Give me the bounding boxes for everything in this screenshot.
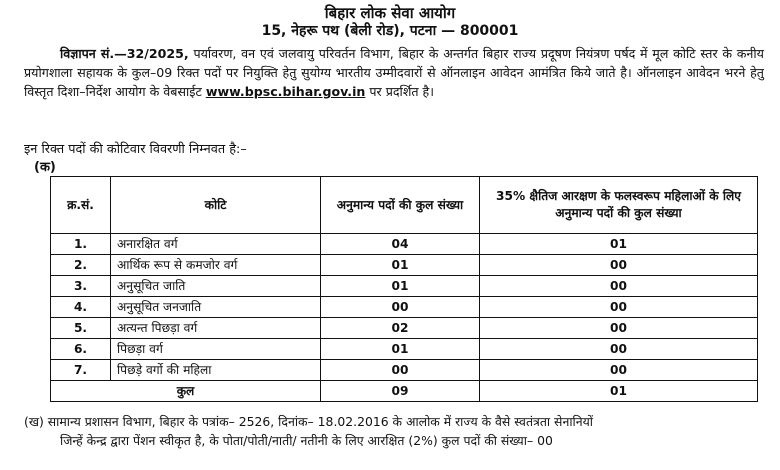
row-category: अनारक्षित वर्ग xyxy=(111,234,321,255)
row-sn: 5. xyxy=(51,318,111,339)
row-posts: 01 xyxy=(321,339,480,360)
table-row xyxy=(51,234,758,255)
row-women-posts: 00 xyxy=(480,339,758,360)
commission-name: बिहार लोक सेवा आयोग xyxy=(324,4,456,22)
category-intro-line: इन रिक्त पदों की कोटिवार विवरणी निम्नवत है:– xyxy=(24,142,247,157)
table-row xyxy=(51,255,758,276)
table-row xyxy=(51,318,758,339)
row-category: आर्थिक रूप से कमजोर वर्ग xyxy=(111,255,321,276)
advertisement-text: पर्यावरण, वन एवं जलवायु परिवर्तन विभाग, बिहार के अन्तर्गत बिहार राज्य प्रदूषण नियंत्रण पर्षद में मूल कोटि स्तर के कनीय प्रयोगशाला सहायक के कुल–09 रिक्त पदों पर नियुक्ति हेतु सुयोग्य भारतीय उम्मीदवारों से ऑनलाइन आवेदन आमंत्रित किये जाते है। ऑनलाइन आवेदन भरने हेतु विस्तृत दिशा–निर्देश आयोग के वेबसाईट xyxy=(24,46,764,99)
row-sn: 7. xyxy=(51,360,111,381)
advertisement-text-end: पर प्रदर्शित है। xyxy=(365,84,435,99)
row-category: अनुसूचित जाति xyxy=(111,276,321,297)
row-women-posts: 00 xyxy=(480,360,758,381)
row-women-posts: 00 xyxy=(480,297,758,318)
total-posts: 09 xyxy=(321,381,480,402)
row-women-posts: 00 xyxy=(480,276,758,297)
footer-line-1: (ख) सामान्य प्रशासन विभाग, बिहार के पत्रांक– 2526, दिनांक– 18.02.2016 के आलोक में राज्य के वैसे स्वतंत्रता सेनानियों xyxy=(24,414,594,429)
row-sn: 2. xyxy=(51,255,111,276)
table-row xyxy=(51,297,758,318)
row-posts: 00 xyxy=(321,297,480,318)
advertisement-paragraph xyxy=(24,44,764,101)
row-sn: 1. xyxy=(51,234,111,255)
row-posts: 00 xyxy=(321,360,480,381)
row-category: अत्यन्त पिछड़ा वर्ग xyxy=(111,318,321,339)
header-category: कोटि xyxy=(111,177,321,234)
table-row xyxy=(51,339,758,360)
table-header-row xyxy=(51,177,758,234)
row-women-posts: 00 xyxy=(480,255,758,276)
commission-address: 15, नेहरू पथ (बेली रोड), पटना — 800001 xyxy=(261,23,519,39)
row-sn: 3. xyxy=(51,276,111,297)
row-sn: 4. xyxy=(51,297,111,318)
row-women-posts: 01 xyxy=(480,234,758,255)
footer-note xyxy=(24,412,764,450)
row-posts: 04 xyxy=(321,234,480,255)
website-link[interactable]: www.bpsc.bihar.gov.in xyxy=(205,84,366,99)
header-women-posts: 35% क्षैतिज आरक्षण के फलस्वरूप महिलाओं के लिए अनुमान्य पदों की कुल संख्या xyxy=(480,177,758,234)
row-sn: 6. xyxy=(51,339,111,360)
section-label-ka: (क) xyxy=(34,160,56,175)
row-women-posts: 00 xyxy=(480,318,758,339)
table-total-row xyxy=(51,381,758,402)
total-label: कुल xyxy=(51,381,321,402)
header-sn: क्र.सं. xyxy=(51,177,111,234)
header-posts: अनुमान्य पदों की कुल संख्या xyxy=(321,177,480,234)
row-category: पिछड़ा वर्ग xyxy=(111,339,321,360)
row-posts: 02 xyxy=(321,318,480,339)
row-posts: 01 xyxy=(321,255,480,276)
table-row xyxy=(51,360,758,381)
row-category: पिछड़े वर्गो की महिला xyxy=(111,360,321,381)
row-posts: 01 xyxy=(321,276,480,297)
category-table xyxy=(50,176,758,402)
table-row xyxy=(51,276,758,297)
advertisement-number: विज्ञापन सं.—32/2025, xyxy=(60,46,189,61)
total-women-posts: 01 xyxy=(480,381,758,402)
footer-line-2: जिन्हें केन्द्र द्वारा पेंशन स्वीकृत है, के पोता/पोती/नाती/ नतीनी के लिए आरक्षित (2%) कुल पदों की संख्या– 00 xyxy=(60,433,553,448)
row-category: अनुसूचित जनजाति xyxy=(111,297,321,318)
